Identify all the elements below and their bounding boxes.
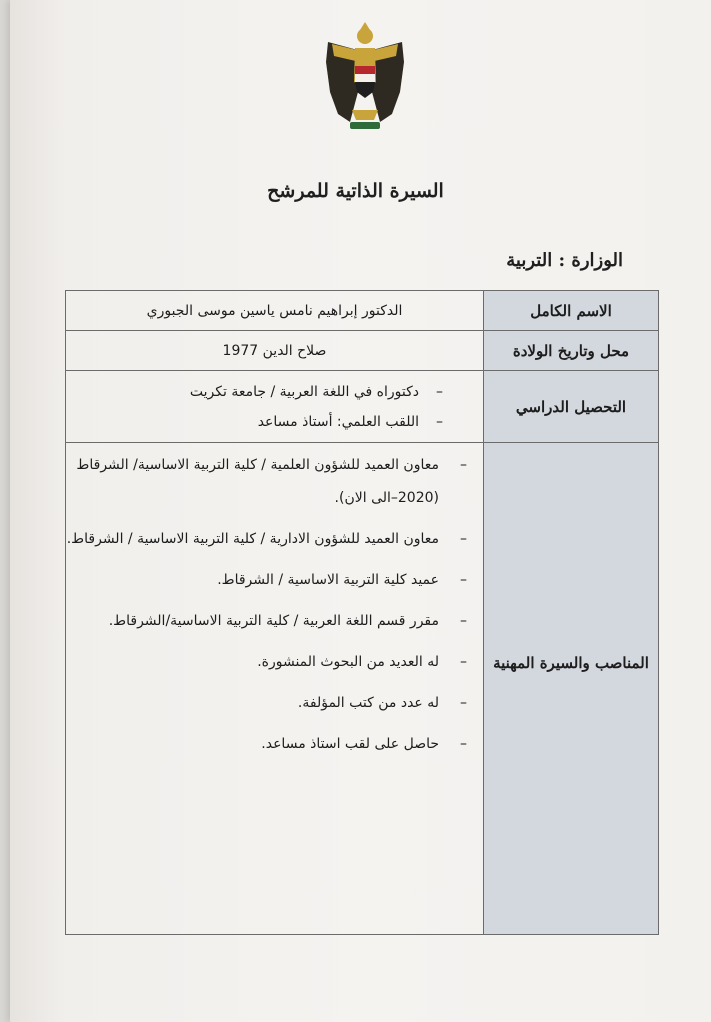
positions-list — [66, 449, 471, 761]
cv-table — [65, 290, 659, 935]
positions-value — [66, 443, 484, 935]
birth-value: صلاح الدين 1977 — [66, 331, 484, 371]
table-row — [66, 443, 659, 935]
document-title: السيرة الذاتية للمرشح — [267, 180, 444, 202]
full-name-label: الاسم الكامل — [484, 291, 659, 331]
list-item: – دكتوراه في اللغة العربية / جامعة تكريت — [66, 377, 443, 407]
education-list — [66, 377, 443, 437]
table-row — [66, 371, 659, 443]
birth-label: محل وتاريخ الولادة — [484, 331, 659, 371]
positions-label: المناصب والسيرة المهنية — [493, 653, 649, 672]
table-row — [66, 291, 659, 331]
ministry-line: الوزارة : التربية — [506, 250, 623, 271]
list-item: – اللقب العلمي: أستاذ مساعد — [66, 407, 443, 437]
education-label: التحصيل الدراسي — [484, 371, 659, 443]
iraq-eagle-emblem-icon — [320, 22, 410, 134]
list-item: – له عدد من كتب المؤلفة. — [66, 687, 471, 720]
list-item: – حاصل على لقب استاذ مساعد. — [66, 728, 471, 761]
list-item: – له العديد من البحوث المنشورة. — [66, 646, 471, 679]
education-value — [66, 371, 484, 443]
positions-label-cell — [484, 443, 659, 935]
list-item: – معاون العميد للشؤون الادارية / كلية التربية الاساسية / الشرقاط. — [66, 523, 471, 556]
table-row — [66, 331, 659, 371]
full-name-value: الدكتور إبراهيم نامس ياسين موسى الجبوري — [66, 291, 484, 331]
list-item: – عميد كلية التربية الاساسية / الشرقاط. — [66, 564, 471, 597]
list-item: – مقرر قسم اللغة العربية / كلية التربية الاساسية/الشرقاط. — [66, 605, 471, 638]
list-item: – معاون العميد للشؤون العلمية / كلية التربية الاساسية/ الشرقاط (2020–الى الان). — [66, 449, 471, 515]
